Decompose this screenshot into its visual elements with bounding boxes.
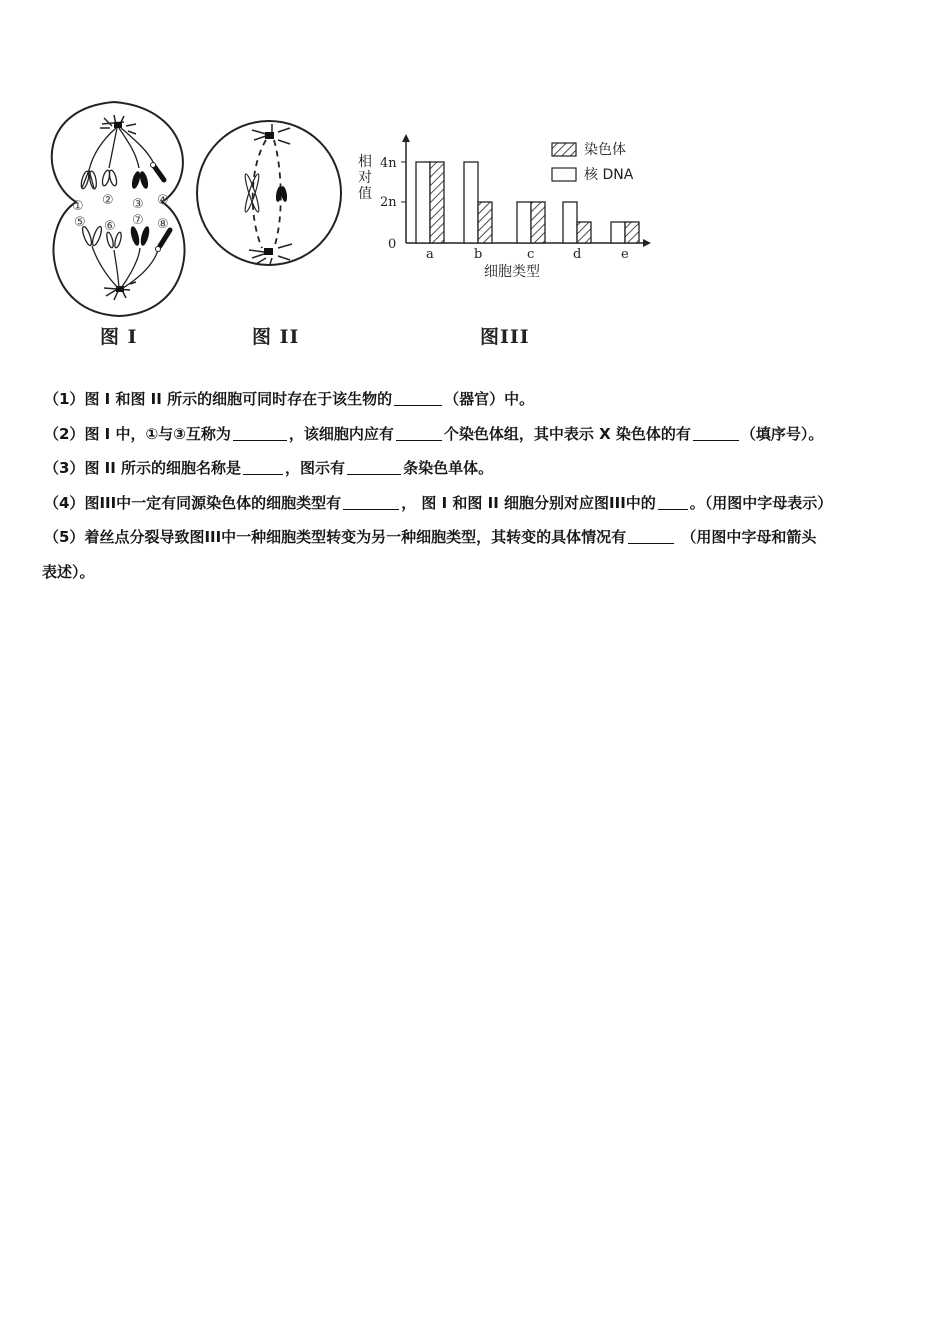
y-axis-label-3: 值: [358, 186, 372, 202]
legend-swatch-chromosome: [552, 143, 576, 156]
question-text: ，图示有: [285, 459, 346, 477]
answer-blank[interactable]: [658, 494, 688, 510]
question-text: 着丝点分裂导致图III中一种细胞类型转变为另一种细胞类型，其转变的具体情况有: [84, 528, 627, 546]
question-5: [44, 520, 904, 555]
x-tick-c: c: [527, 247, 535, 262]
y-axis-label-1: 相: [358, 154, 372, 170]
figure-2-cell-diagram: [194, 118, 344, 268]
question-text: 条染色单体。: [403, 459, 494, 477]
chromosome-label-7: ⑦: [132, 213, 144, 228]
x-axis-label: 细胞类型: [484, 264, 540, 280]
x-tick-d: d: [573, 247, 582, 262]
question-text: （填序号）。: [740, 424, 824, 443]
chromosome-label-8: ⑧: [157, 217, 169, 232]
question-5-continuation: 表述）。: [42, 562, 95, 581]
chromosome-label-6: ⑥: [104, 219, 116, 234]
legend-label-dna: 核 DNA: [584, 167, 634, 183]
question-text: 图 II 所示的细胞名称是: [84, 459, 242, 477]
legend-label-chromosome: 染色体: [584, 142, 626, 158]
x-tick-e: e: [621, 247, 629, 262]
answer-blank[interactable]: [396, 425, 442, 441]
answer-blank[interactable]: [243, 459, 283, 475]
answer-blank[interactable]: [343, 494, 399, 510]
answer-blank[interactable]: [693, 425, 739, 441]
chromosome-label-4: ④: [157, 193, 169, 208]
figure-3-bar-chart: [356, 132, 656, 282]
question-text: 图 I 中，①与③互称为: [84, 424, 231, 443]
question-4: [44, 486, 904, 521]
y-tick-2n: 2n: [380, 195, 397, 210]
figure-2-caption: 图 II: [252, 326, 300, 348]
answer-blank[interactable]: [628, 528, 674, 544]
figure-1-caption: 图 I: [100, 326, 138, 348]
question-number: （3）: [44, 459, 85, 477]
figure-row: [40, 96, 680, 356]
y-tick-4n: 4n: [380, 156, 397, 171]
question-number: （2）: [44, 424, 85, 443]
question-number: （4）: [44, 493, 85, 512]
question-2: [44, 417, 904, 452]
y-axis-label-2: 对: [358, 170, 372, 186]
question-list: [44, 382, 904, 589]
y-tick-0: 0: [388, 237, 397, 252]
question-text: 图III中一定有同源染色体的细胞类型有: [84, 493, 342, 512]
answer-blank[interactable]: [233, 425, 287, 441]
chromosome-label-3: ③: [132, 197, 144, 212]
question-text: （器官）中。: [444, 390, 535, 408]
legend-swatch-dna: [552, 168, 576, 181]
chromosome-label-1: ①: [72, 199, 84, 214]
question-text: ， 图 I 和图 II 细胞分别对应图III中的: [401, 493, 656, 512]
question-text: 图 I 和图 II 所示的细胞可同时存在于该生物的: [84, 390, 393, 408]
x-tick-a: a: [426, 247, 434, 262]
question-text: 个染色体组，其中表示 X 染色体的有: [443, 424, 691, 443]
question-number: （1）: [44, 390, 85, 408]
answer-blank[interactable]: [394, 390, 442, 406]
figure-3-caption: 图III: [480, 326, 530, 348]
question-text: ，该细胞内应有: [288, 424, 394, 443]
chromosome-label-2: ②: [102, 193, 114, 208]
question-number: （5）: [44, 528, 85, 546]
question-text: （用图中字母和箭头: [676, 528, 817, 546]
chromosome-label-5: ⑤: [74, 215, 86, 230]
answer-blank[interactable]: [347, 459, 401, 475]
figure-1-cell-diagram: [44, 98, 194, 320]
question-3: [44, 451, 904, 486]
question-1: [44, 382, 904, 417]
x-tick-b: b: [474, 247, 483, 262]
question-text: 。（用图中字母表示）: [689, 493, 833, 512]
